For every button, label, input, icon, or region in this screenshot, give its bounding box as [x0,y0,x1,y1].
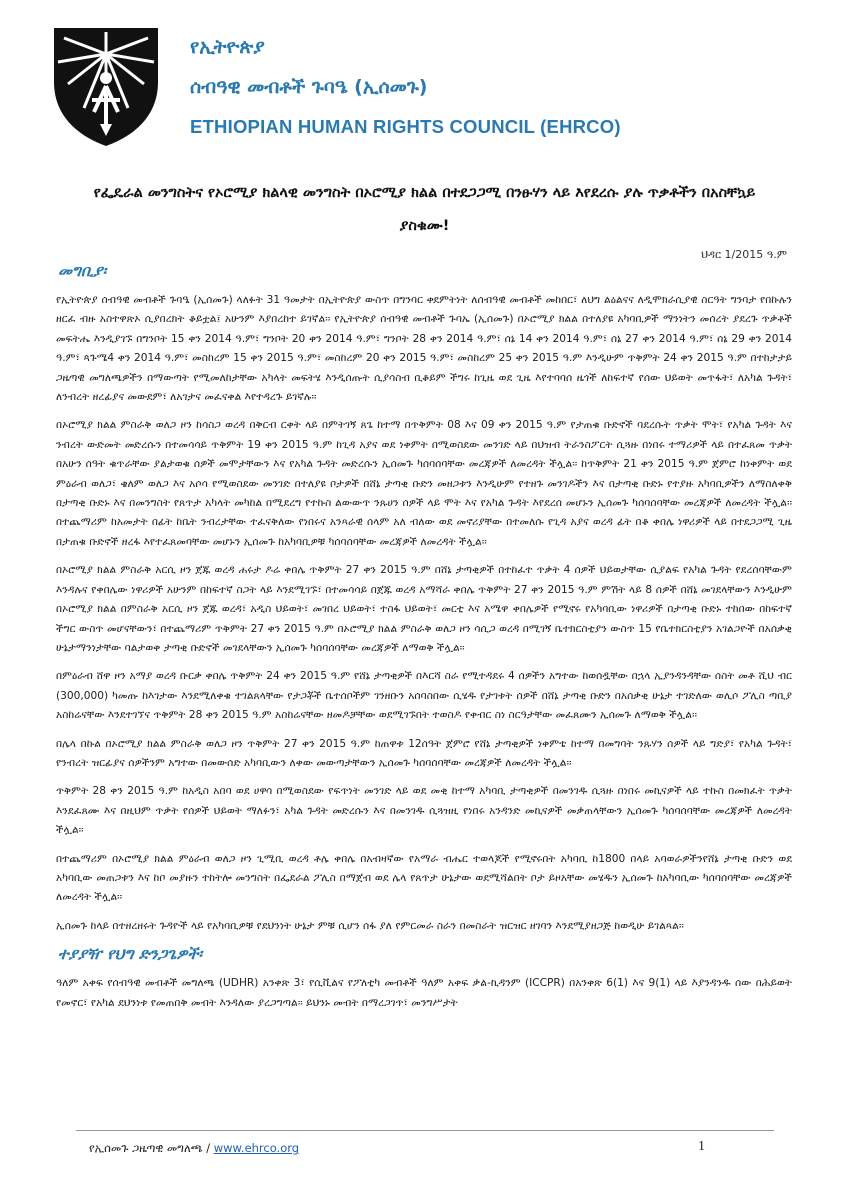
body-paragraph: በኦሮሚያ ክልል ምስራቅ አርሲ ዞን ጀጁ ወረዳ ሐሩታ ዶሬ ቀበሌ ጥቅምት 27 ቀን 2015 ዓ.ም በሸኔ ታጣቂዎች በተከፈተ ጥቃት 4 ሰዎች ህይወታቸው ሲያልፍ የአካል ጉዳት የደረሰባቸውም እንዳሉና የቀበሌው ነዋሪዎች አሁንም በከፍተኛ ስጋት ላይ እንደሚገኙ፣ በተመሳሳይ በጀጁ ወረዳ አማሻራ ቀበሌ ጥቅምት 27 ቀን 2015 ዓ.ም ምሽት ላይ 8 ሰዎች በሸኔ መገደላቸውን እንዲሁም በኦሮሚያ ክልል በምስራቅ አርሲ ዞን ጀጁ ወረዳ፣ አዲስ ህይወት፣ መገበረ ህይወት፣ ተስፋ ህይወት፣ መርቲ እና አሜዋ ቀበሌዎች የሚኖሩ የአካባቢው ነዋሪዎች በታጣቂ ቡድኑ ተከበው በከፍተኛ ችግር ውስጥ መሆናቸውን፣ በተጨማሪም ጥቅምት 27 ቀን 2015 ዓ.ም በኦሮሚያ ክልል ምስራቅ ወለጋ ዞን ሳሲጋ ወረዳ በሚገኝ ቤተክርስቲያን ውስጥ 15 የቤተክርስቲያን አገልጋዮች በአሰቃቂ ሁኔታማንነታቸው ባልታወቀ ታጣቂ ቡድኖች መገደላቸውን ኢሰመጉ ካሰባሰባቸው መረጃዎች ለማወቅ ችሏል፡፡ [56,564,793,654]
press-release-title: የፌዴራል መንግስትና የኦሮሚያ ክልላዊ መንግስት በኦሮሚያ ክልል በተደጋጋሚ በንፁሃን ላይ እየደረሱ ያሉ ጥቃቶችን በአስቸኳይ ያስቁሙ! [93,185,756,234]
ehrco-emblem-icon [50,24,162,148]
footer-divider [76,1130,774,1131]
section-heading-introduction: መግቢያ፡ [58,262,107,280]
body-paragraph: በምዕራብ ሸዋ ዞን አማያ ወረዳ ቡርቃ ቀበሌ ጥቅምት 24 ቀን 2015 ዓ.ም የሸኔ ታጣቂዎች በእርሻ ስራ የሚተዳደሩ 4 ሰዎችን አግተው ከወሰዷቸው በኋላ ኢያንዳንዳቸው ሰስት መቶ ሺህ ብር (300,000) ካመጡ ከእገታው እንደሚለቀቁ ተገልጸላቸው የታጋቾች ቤተሰቦችም ገንዘቡን አሰባስበው ሲሄዱ የታገቱት ሰዎች በሸኔ ታጣቂ ቡድን በአሰቃቂ ሁኔታ ተገድለው ወሊሶ ፖሊስ ጣቢያ አስከሬናቸው እንደተገኘና ጥቅምት 28 ቀን 2015 ዓ.ም አስከሬናቸው ዘመዶቻቸው ወደሚገኙበት ተወስዶ የቀብር ስነ ስርዓታቸው መፈጸሙን ኢሰመጉ ለማወቅ ችሏል፡፡ [56,670,792,722]
footer-label [89,1141,299,1156]
website-link[interactable]: www.ehrco.org [213,1141,300,1155]
org-name-amharic-line2: ሰብዓዊ መብቶች ጉባዔ (ኢሰመጉ) [190,76,428,98]
org-name-amharic-line1: የኢትዮጵያ [190,36,265,58]
body-paragraph: የኢትዮጵያ ሰብዓዊ መብቶች ጉባዔ (ኢሰመጉ) ላለፉት 31 ዓመታት በኢትዮጵያ ውስጥ በግንባር ቀደምትነት ለሰብዓዊ መብቶች መከበር፣ ለህግ ልዕልናና ለዲሞክራሲያዊ ስርዓት ግንባታ የበኩሉን ዘርፈ ብዙ አስተዋጽኦ ሲያበረክት ቆይቷል፤ አሁንም እያበረከተ ይገኛል፡፡ የኢትዮጵያ ሰብዓዊ መብቶች ጉባኤ (ኢሰመጉ) በኦሮሚያ ክልል በተለያዩ አካባቢዎች ማንነትን መሰረት ያደረጉ ጥቃቶች መፍትሔ እንዲያገኙ በግንቦት 15 ቀን 2014 ዓ.ም፣ ግንቦት 20 ቀን 2014 ዓ.ም፣ ግንቦት 28 ቀን 2014 ዓ.ም፣ ሰኔ 14 ቀን 2014 ዓ.ም፣ ሰኔ 27 ቀን 2014 ዓ.ም፣ ሰኔ 29 ቀን 2014 ዓ.ም፣ ጳጉሜ4 ቀን 2014 ዓ.ም፣ መስከረም 15 ቀን 2015 ዓ.ም፣ መስከረም 20 ቀን 2015 ዓ.ም፣ መስከረም 25 ቀን 2015 ዓ.ም እንዲሁም ጥቅምት 24 ቀን 2015 ዓ.ም በተከታታይ ጋዜጣዊ መግለጫዎችን በማውጣት የሚመለከታቸው አካላት መፍትሄ እንዲሰጡት ሲያሳስብ ቢቆይም ችግሩ ከጊዜ ወደ ጊዜ እየተባባሰ ዜጎች ለከፍተኛ የሰው ህይወት መጥፋት፣ ለአካል ጉዳት፣ ለንብረት ዘረፊያና መውደም፣ ለአገታና መፈናቀል እየተዳረጉ ይገኛሉ፡፡ [56,294,792,404]
footer-label-text: የኢሰመጉ ጋዜጣዊ መግለጫ / [89,1141,214,1155]
org-name-english: ETHIOPIAN HUMAN RIGHTS COUNCIL (EHRCO) [190,116,621,137]
legal-paragraph: ዓለም አቀፍ የሰብዓዊ መብቶች መግለጫ (UDHR) አንቀጽ 3፣ የሲቪልና የፖለቲካ መብቶች ዓለም አቀፍ ቃል-ኪዳንም (ICCPR) በአንቀጽ 6(1) እና 9(1) ላይ እያንዳንዱ ሰው በሕይወት የመኖር፣ የአካል ደህንነቱ የመጠበቅ መብት እንዳለው ያረጋግጣል፡፡ ይህንኑ መብት በማረጋገጥ፣ መንግሥታት [56,977,792,1009]
document-body [56,262,792,1022]
page-number: 1 [698,1139,705,1154]
body-paragraph: በኦሮሚያ ክልል ምስራቅ ወለጋ ዞን ከሳስጋ ወረዳ በቅርብ ርቀት ላይ በምትገኝ ጸጌ ከተማ በጥቅምት 08 እና 09 ቀን 2015 ዓ.ም የታጠቁ ቡድኖች ባደረሱት ጥቃት ሞት፣ የአካል ጉዳት እና ንብረት ውድመት መድረሱን በተመሳሳይ ጥቅምት 19 ቀን 2015 ዓ.ም ከጊዳ አያና ወደ ነቀምት በሚወስደው መንገድ ላይ በህዝብ ትራንስፖርት ሲጓዙ በነበሩ ተማሪዎች ላይ በተፈጸመ ጥቃት በአሁን ሰዓት ቁጥራቸው ያልታወቁ ሰዎች መሞታቸውን እና የአካል ጉዳት መድረሱን ኢሰመጉ ካሰባሰባቸው መረጃዎች ለመረዳት ችሏል፡፡ ከጥቅምት 21 ቀን 2015 ዓ.ም ጀምሮ ከነቀምት ወደ ምዕራብ ወለጋ፣ ቄለም ወለጋ እና አሶሳ የሚወስደው መንገድ በተለያዩ ቦታዎች በሸኔ ታጣቂ ቡድን መዘጋቱን እንዲሁም የተዘጉ መንገዶችን እና በታጣቂ ቡድኑ የተያዙ አካባቢዎችን ለማስለቀቅ በታጣቂ ቡድኑ እና በመንግስት የጸጥታ አካላት መካከል በሚደረግ የተኩስ ልውውጥ ንጹሀን ሰዎች ላይ ሞት እና የአካል ጉዳት እየደረሰ መሆኑን ኢሰመጉ ካሰባሰባቸው መረጃዎች ለመረዳት ችሏል፡፡ በተጨማሪም ከአመታት በፊት ከቤት ንብረታቸው ተፈናቅለው የነበሩና አንጻራዊ ሰላም አለ ብለው ወደ መኖሪያቸው በተመለሱ የጊዳ አያና ወረዳ ፊት በቆ ቀበሌ ነዋሪዎች ላይ በተደጋጋሚ ጊዜ በታጠቁ ቡድኖች ዘረፋ እየተፈጸመባቸው መሆኑን ኢሰመጉ ከአካባቢዎቹ ካሰባሰባቸው መረጃዎች ለመረዳት ችሏል፡፡ [56,419,792,548]
body-paragraph: ኢሰመጉ ከላይ በተዘረዘሩት ጉዳዮች ላይ የአካባቢዎቹ የደህንነት ሁኔታ ምቹ ሲሆን ሰፋ ያለ የምርመራ ስራን በመስራት ዝርዝር ዘገባን እንደሚያዘጋጅ ከወዲሁ ይገልጻል፡፡ [56,919,684,932]
section-heading-legal-provisions: ተያያዥ የህግ ድንጋጌዎች፡ [58,945,203,964]
release-date: ህዳር 1/2015 ዓ.ም [701,248,787,261]
body-paragraph: ጥቅምት 28 ቀን 2015 ዓ.ም ከአዲስ አበባ ወደ ሀዋሳ በሚወስደው የፍጥነት መንገድ ላይ ወደ መቂ ከተማ አካባቢ ታጣቂዎች በመንገዱ ሲጓዙ በነበሩ መኪናዎች ላይ ተኩስ በመክፈት ጥቃት እንደፈጸሙ እና በዚህም ጥቃት የሰዎች ህይወት ማለፉን፣ አካል ጉዳት መድረሱን እና በመንገዱ ሲጓዝዚ የነበሩ አንዳንድ መኪናዎች መቃጠላቸውን ኢሰመጉ ካሰባሰባቸው መረጃዎች ለመረዳት ችሏል፡፡ [56,785,792,837]
body-paragraph: በተጨማሪም በኦሮሚያ ክልል ምዕራብ ወለጋ ዞን ጊሚቢ ወረዳ ቶሌ ቀበሌ በአብዛኛው የአማራ ብሔር ተወላጆች የሚኖሩበት አካባቢ ከ1800 በላይ አባወራዎችንየሸኔ ታጣቂ ቡድን ወደ አካባቢው መጠጋቱን እና ከቦ መያዙን ተከትሎ መንግስት በፌደራል ፖሊስ በማጀብ ወደ ሌላ የጸጥታ ሁኔታው ወደሚሻልበት ቦታ ይዞአቸው መሄዱን ኢሰመጉ ከአካባቢው ካሰባሰባቸው መረጃዎች ለመረዳት ችሏል፡፡ [56,852,792,904]
body-paragraph: በሌላ በኩል በኦሮሚያ ክልል ምስራቅ ወለጋ ዞን ጥቅምት 27 ቀን 2015 ዓ.ም ከጠዋቱ 12ሰዓት ጀምሮ የሸኔ ታጣቂዎች ነቀምቴ ከተማ በመግባት ንጹሃን ሰዎች ላይ ግድያ፣ የአካል ጉዳት፣ የንብረት ዝርፊያና ሰዎችንም አግተው በመውሰድ አካባቢውን ለቀው መውጣታቸውን ኢሰመጉ ካሰባሰባቸው መረጃዎች ለመረዳት ችሏል፡፡ [56,737,792,769]
